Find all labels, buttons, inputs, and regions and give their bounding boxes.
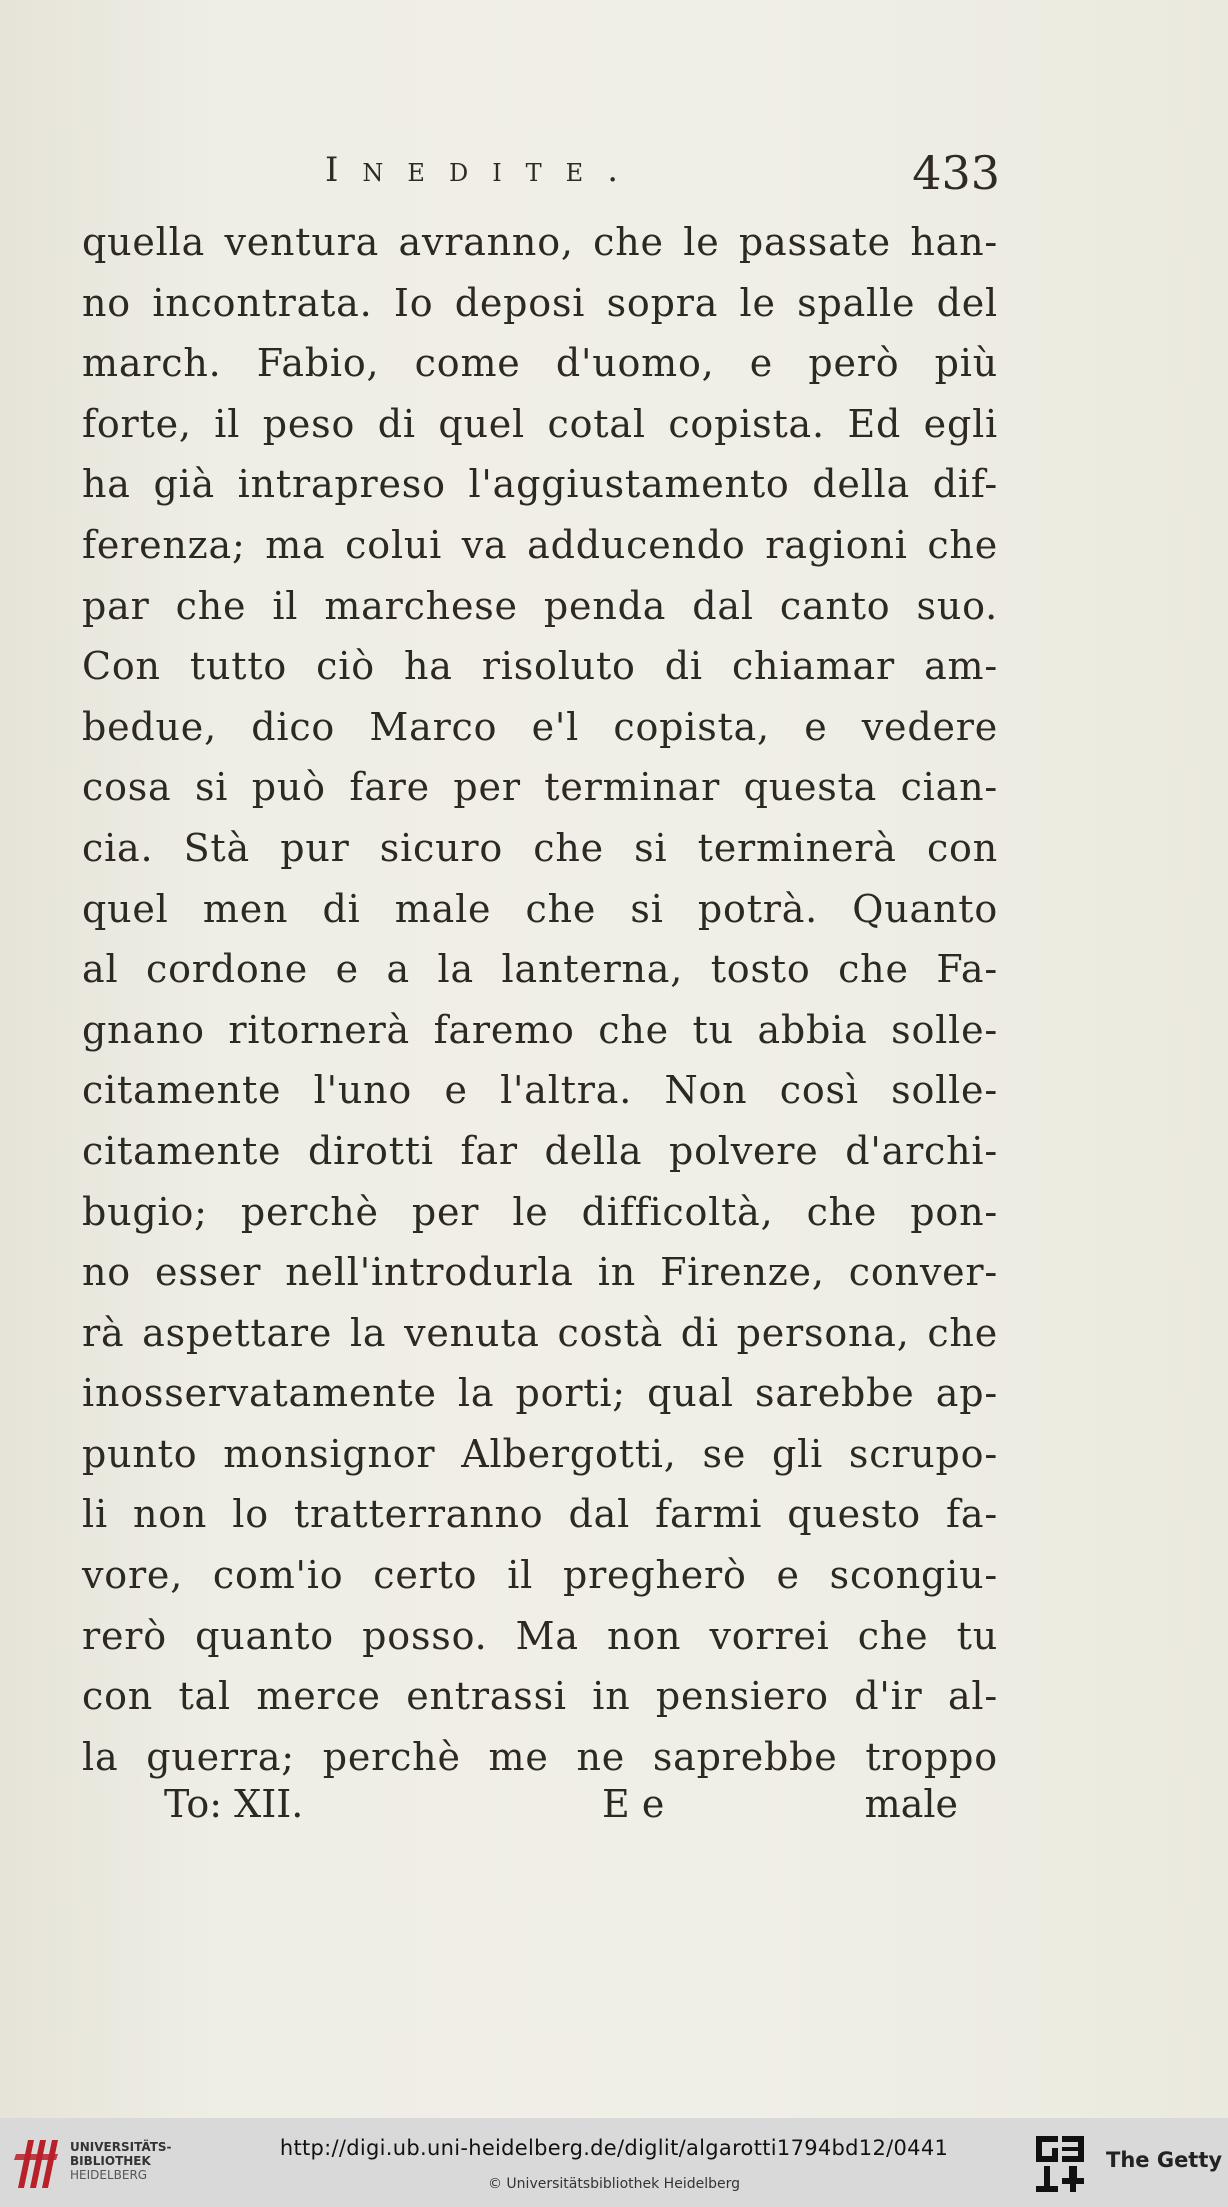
text-line: forte, il peso di quel cotal copista. Ed egli [82,401,998,446]
text-line: no esser nell'introdurla in Firenze, conver- [82,1250,998,1295]
text-line: rà aspettare la venuta costà di persona, che [82,1310,998,1355]
getty-name: The Getty [1106,2148,1223,2172]
text-line: citamente l'uno e l'altra. Non così solle- [82,1068,998,1113]
copyright-notice: © Universitätsbibliothek Heidelberg [487,2176,740,2192]
volume-signature: To: XII. [164,1782,304,1826]
text-line: no incontrata. Io deposi sopra le spalle del [82,280,998,325]
page-header [80,146,1000,210]
text-line: quel men di male che si potrà. Quanto [82,886,998,931]
text-line: cosa si può fare per terminar questa cian- [82,765,998,810]
text-line: bugio; perchè per le difficoltà, che pon- [82,1189,998,1234]
text-line: al cordone e a la lanterna, tosto che Fa- [82,947,998,992]
text-line: con tal merce entrassi in pensiero d'ir al- [82,1674,998,1719]
library-name-line: UNIVERSITÄTS- [70,2140,172,2154]
text-line: gnano ritornerà faremo che tu abbia solle- [82,1007,998,1052]
text-line: la guerra; perchè me ne saprebbe troppo [82,1734,998,1779]
text-line: rerò quanto posso. Ma non vorrei che tu [82,1613,998,1658]
text-line: vore, com'io certo il pregherò e scongiu- [82,1553,998,1598]
permalink-url[interactable]: http://digi.ub.uni-heidelberg.de/diglit/algarotti1794bd12/0441 [279,2136,949,2160]
text-line: li non lo tratterranno dal farmi questo fa- [82,1492,998,1537]
text-line: Con tutto ciò ha risoluto di chiamar am- [82,644,998,689]
text-line: march. Fabio, come d'uomo, e però più [82,341,998,386]
catchword: male [864,1782,958,1826]
page-footer [82,1782,998,1842]
text-line: quella ventura avranno, che le passate han- [82,220,998,264]
footer-banner [0,2118,1228,2207]
text-line: citamente dirotti far della polvere d'archi- [82,1128,998,1173]
text-line: par che il marchese penda dal canto suo. [82,583,998,628]
text-line: bedue, dico Marco e'l copista, e vedere [82,704,998,749]
text-line: ferenza; ma colui va adducendo ragioni che [82,522,998,567]
running-head: Inedite. [325,150,643,190]
text-line: ha già intrapreso l'aggiustamento della dif- [82,462,998,507]
signature-mark: E e [602,1782,665,1826]
getty-logo-icon [1034,2134,1086,2194]
body-text [82,212,998,1787]
library-name-line: BIBLIOTHEK [70,2154,151,2168]
page-number: 433 [912,146,1000,200]
text-line: inosservatamente la porti; qual sarebbe ap- [82,1371,998,1416]
text-line: punto monsignor Albergotti, se gli scrupo- [82,1431,998,1476]
text-line: cia. Stà pur sicuro che si terminerà con [82,825,998,870]
library-name-line: HEIDELBERG [70,2168,148,2182]
